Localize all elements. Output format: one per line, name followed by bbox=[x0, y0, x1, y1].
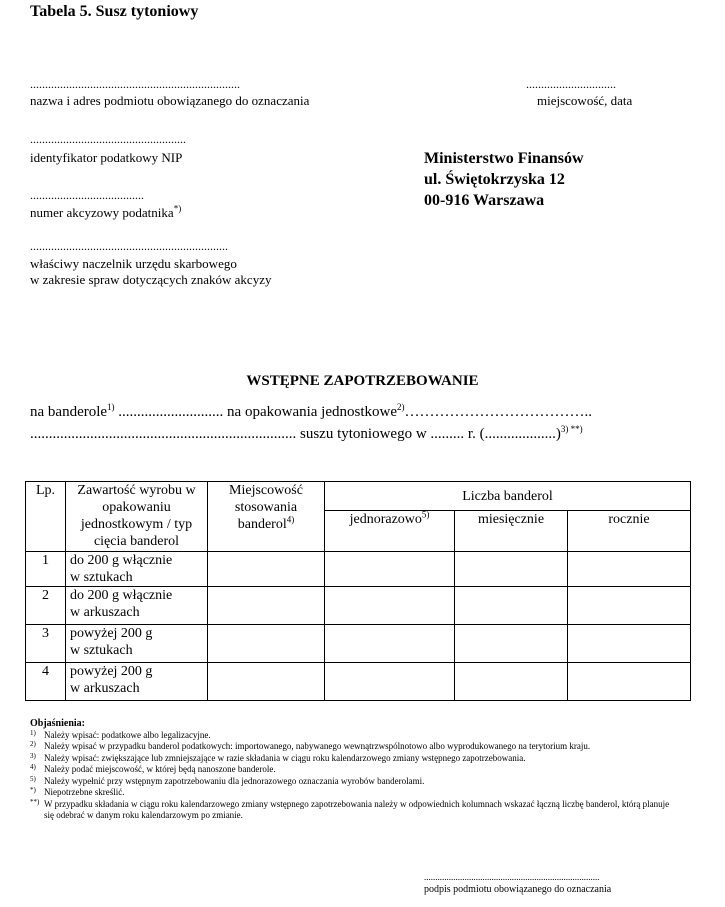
note-item: *) Niepotrzebne skreślić. bbox=[30, 786, 125, 797]
row-content: do 200 g włącznie w sztukach bbox=[66, 552, 208, 587]
banderole-table bbox=[25, 481, 691, 701]
footnote-marker: 4) bbox=[286, 514, 295, 525]
name-address-label: nazwa i adres podmiotu obowiązanego do oznaczania bbox=[30, 93, 310, 108]
once-cell[interactable] bbox=[325, 625, 455, 663]
note-item: 2) Należy wpisać w przypadku banderol podatkowych: importowanego, nabywanego wewnątrzwspólnotowo albo wyprodukowanego na terytorium kraju. bbox=[30, 740, 591, 751]
place-cell[interactable] bbox=[208, 587, 325, 625]
footnote-marker: *) bbox=[173, 203, 182, 214]
ministry-street: ul. Świętokrzyska 12 bbox=[424, 171, 565, 188]
nip-label: identyfikator podatkowy NIP bbox=[30, 150, 183, 165]
once-cell[interactable] bbox=[325, 663, 455, 701]
row-content: do 200 g włącznie w arkuszach bbox=[66, 587, 208, 625]
note-item: **) W przypadku składania w ciągu roku kalendarzowego zmiany wstępnego zapotrzebowania należy w odpowiednich kolumnach wskazać łączną liczbę banderol, którą planuje się odebrać w danym roku kalendarzowym po zmianie. bbox=[30, 797, 670, 820]
col-content: Zawartość wyrobu w opakowaniu jednostkowym / typ cięcia banderol bbox=[66, 482, 208, 552]
notes-section bbox=[30, 718, 670, 822]
nip-field[interactable]: .................................................... bbox=[30, 132, 186, 146]
ministry-address bbox=[424, 148, 584, 211]
once-cell[interactable] bbox=[325, 587, 455, 625]
monthly-cell[interactable] bbox=[455, 552, 568, 587]
row-lp: 4 bbox=[26, 663, 66, 701]
row-lp: 3 bbox=[26, 625, 66, 663]
tax-office-label-2: w zakresie spraw dotyczących znaków akcyzy bbox=[30, 272, 272, 287]
package-type-field[interactable]: ……………………………….. bbox=[404, 404, 592, 420]
signature-label: podpis podmiotu obowiązanego do oznaczania bbox=[424, 884, 612, 895]
excise-number-label: numer akcyzowy podatnika*) bbox=[30, 203, 182, 220]
request-line-2: ....................................................................... suszu tytoniowego w ......... r. (...................)$^{3) **)}$ bbox=[30, 424, 583, 442]
note-item: 3) Należy wpisać: zwiększające lub zmniejszające w razie składania w ciągu roku kalendarzowego zmiany wstępnego zapotrzebowania. bbox=[30, 751, 526, 763]
once-cell[interactable] bbox=[325, 552, 455, 587]
change-type-field[interactable]: ....................................................................... bbox=[30, 426, 300, 442]
note-item: 4) Należy podać miejscowość, w której będą nanoszone banderole. bbox=[30, 763, 276, 774]
col-yearly: rocznie bbox=[568, 511, 691, 552]
signature-field[interactable]: .............................................................................. bbox=[424, 872, 600, 882]
yearly-cell[interactable] bbox=[568, 552, 691, 587]
tax-office-field[interactable]: .................................................................. bbox=[30, 239, 228, 253]
notes-heading: Objaśnienia: bbox=[30, 718, 86, 729]
table-row bbox=[26, 663, 691, 701]
tax-office-label-1: właściwy naczelnik urzędu skarbowego bbox=[30, 256, 237, 271]
monthly-cell[interactable] bbox=[455, 625, 568, 663]
place-cell[interactable] bbox=[208, 625, 325, 663]
col-once: jednorazowo$^{5)}$ bbox=[325, 511, 455, 552]
table-row bbox=[26, 625, 691, 663]
yearly-cell[interactable] bbox=[568, 625, 691, 663]
ministry-city: 00-916 Warszawa bbox=[424, 192, 545, 209]
footnote-marker: 2) bbox=[397, 402, 405, 412]
col-monthly: miesięcznie bbox=[455, 511, 568, 552]
place-date-label: miejscowość, data bbox=[537, 93, 633, 108]
table-row bbox=[26, 552, 691, 587]
col-place: Miejscowość stosowania banderol$^{4)}$ bbox=[208, 482, 325, 552]
form-heading: WSTĘPNE ZAPOTRZEBOWANIE bbox=[246, 373, 479, 389]
place-cell[interactable] bbox=[208, 663, 325, 701]
monthly-cell[interactable] bbox=[455, 587, 568, 625]
yearly-cell[interactable] bbox=[568, 663, 691, 701]
name-address-field[interactable]: ...................................................................... bbox=[30, 77, 240, 91]
excise-number-field[interactable]: ...................................... bbox=[30, 188, 144, 202]
page-title: Tabela 5. Susz tytoniowy bbox=[30, 3, 199, 20]
request-line-1: na banderole$^{1)}$ ............................ na opakowania jednostkowe$^{2)}$……………………………….. bbox=[30, 402, 592, 420]
footnote-marker: 1) bbox=[107, 402, 115, 412]
note-item: 1) Należy wpisać: podatkowe albo legalizacyjne. bbox=[30, 728, 211, 740]
footnote-marker: 3) **) bbox=[560, 424, 583, 434]
ministry-name: Ministerstwo Finansów bbox=[424, 150, 584, 167]
yearly-cell[interactable] bbox=[568, 587, 691, 625]
row-content: powyżej 200 g w arkuszach bbox=[66, 663, 208, 701]
row-content: powyżej 200 g w sztukach bbox=[66, 625, 208, 663]
row-lp: 2 bbox=[26, 587, 66, 625]
place-cell[interactable] bbox=[208, 552, 325, 587]
monthly-cell[interactable] bbox=[455, 663, 568, 701]
col-count: Liczba banderol bbox=[325, 482, 691, 511]
banderole-type-field[interactable]: ............................ bbox=[114, 404, 228, 420]
row-lp: 1 bbox=[26, 552, 66, 587]
place-date-field[interactable]: .............................. bbox=[526, 77, 616, 91]
footnote-marker: 5) bbox=[421, 509, 430, 520]
note-item: 5) Należy wypełnić przy wstępnym zapotrzebowaniu dla jednorazowego oznaczania wyrobów banderolami. bbox=[30, 774, 425, 786]
col-lp: Lp. bbox=[26, 482, 66, 552]
table-row bbox=[26, 587, 691, 625]
